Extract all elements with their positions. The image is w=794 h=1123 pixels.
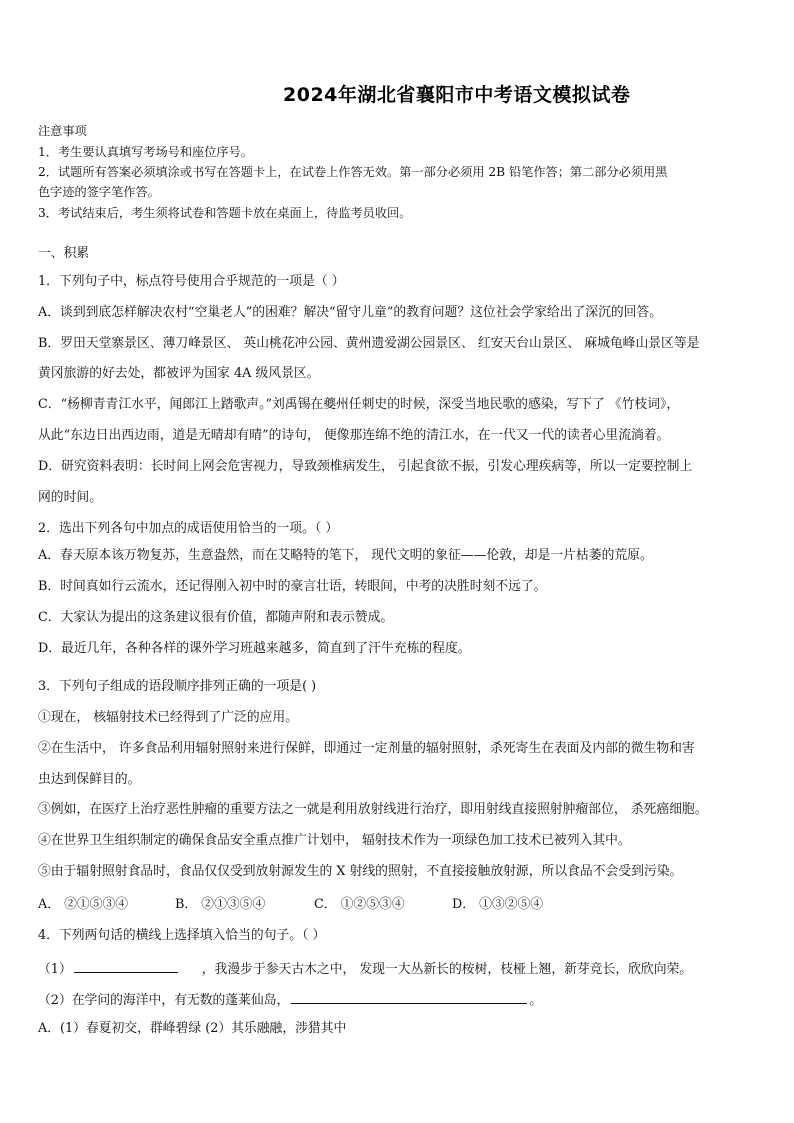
- notice-heading: 注意事项: [38, 124, 87, 138]
- q1-option-d: D．研究资料表明：长时间上网会危害视力，导致颈椎病发生， 引起食欲不振，引发心理疾病等，所以一定要控制上: [38, 459, 693, 474]
- q3-option-c: C． ①②⑤③④: [314, 897, 405, 912]
- q3-sentence-4: ④在世界卫生组织制定的确保食品安全重点推广计划中， 辐射技术作为一项绿色加工技术已被列入其中。: [38, 833, 631, 848]
- q2-option-a: A．春天原本该万物复苏，生意盎然，而在艾略特的笔下， 现代文明的象征——伦敦，却是一片枯萎的荒原。: [38, 548, 653, 563]
- q4-sentence-1-text: ，我漫步于参天古木之中， 发现一大丛新长的桉树，枝桠上翘，新芽竞长，欣欣向荣。: [201, 962, 693, 977]
- q3-option-b: B． ②①③⑤④: [175, 897, 266, 912]
- q1-option-b: B．罗田天堂寨景区、薄刀峰景区、 英山桃花冲公园、黄州遗爱湖公园景区、 红安天台山景区、 麻城龟峰山景区等是: [38, 336, 700, 351]
- q4-option-a: A．(1）春夏初交，群峰碧绿 (2）其乐融融，涉猎其中: [38, 1021, 347, 1036]
- q1-option-c: C．“杨柳青青江水平，闻郎江上踏歌声。”刘禹锡在夔州任刺史的时候，深受当地民歌的感染，写下了 《竹枝词》，: [38, 397, 680, 412]
- q4-blank-2[interactable]: [291, 990, 527, 1004]
- q2-option-d: D．最近几年，各种各样的课外学习班越来越多，简直到了汗牛充栋的程度。: [38, 641, 471, 656]
- q3-options: [38, 897, 758, 913]
- q1-option-c-cont: 从此“东边日出西边雨，道是无晴却有晴”的诗句， 便像那连绵不绝的清江水，在一代又一代的读者心里流淌着。: [38, 428, 670, 443]
- q3-sentence-2-cont: 虫达到保鲜目的。: [38, 772, 141, 787]
- q3-sentence-1: ①现在， 核辐射技术已经得到了广泛的应用。: [38, 710, 299, 725]
- q4-stem: 4．下列两句话的横线上选择填入恰当的句子。（ ）: [38, 928, 326, 943]
- q4-blank-1[interactable]: [74, 959, 178, 973]
- q3-sentence-2: ②在生活中， 许多食品利用辐射照射来进行保鲜，即通过一定剂量的辐射照射，杀死寄生在表面及内部的微生物和害: [38, 741, 695, 756]
- notice-item-1: 1．考生要认真填写考场号和座位序号。: [38, 145, 253, 159]
- q2-option-b: B．时间真如行云流水，还记得刚入初中时的豪言壮语，转眼间，中考的决胜时刻不远了。: [38, 579, 547, 594]
- q4-sentence-2: [38, 990, 758, 1009]
- q3-sentence-3: ③例如，在医疗上治疗恶性肿瘤的重要方法之一就是利用放射线进行治疗，即用射线直接照射肿瘤部位， 杀死癌细胞。: [38, 802, 708, 817]
- q1-option-a: A．谈到到底怎样解决农村“空巢老人”的困难？解决“留守儿童”的教育问题？这位社会学家给出了深沉的回答。: [38, 305, 663, 320]
- notice-item-2: 2．试题所有答案必须填涂或书写在答题卡上，在试卷上作答无效。第一部分必须用 2B 铅笔作答；第二部分必须用黑: [38, 165, 668, 179]
- q1-stem: 1．下列句子中，标点符号使用合乎规范的一项是（ ）: [38, 274, 345, 289]
- notice-item-3: 3．考试结束后，考生须将试卷和答题卡放在桌面上，待监考员收回。: [38, 206, 412, 220]
- q4-sentence-2-text: （2）在学问的海洋中，有无数的蓬莱仙岛，: [38, 993, 290, 1008]
- q3-sentence-5: ⑤由于辐射照射食品时，食品仅仅受到放射源发生的 X 射线的照射，不直接接触放射源，所以食品不会受到污染。: [38, 864, 683, 879]
- q2-stem: 2．选出下列各句中加点的成语使用恰当的一项。（ ）: [38, 521, 339, 536]
- q2-option-c: C．大家认为提出的这条建议很有价值，都随声附和表示赞成。: [38, 610, 394, 625]
- q1-option-d-cont: 网的时间。: [38, 490, 102, 505]
- q3-option-a: A． ②①⑤③④: [38, 897, 129, 912]
- q3-stem: 3．下列句子组成的语段顺序排列正确的一项是( ): [38, 679, 317, 694]
- q4-sentence-1-prefix: （1）: [38, 962, 72, 977]
- exam-title: 2024年湖北省襄阳市中考语文模拟试卷: [283, 84, 631, 106]
- q1-option-b-cont: 黄冈旅游的好去处，都被评为国家 4A 级风景区。: [38, 366, 320, 381]
- q4-sentence-2-end: 。: [529, 993, 543, 1008]
- q4-sentence-1: [38, 959, 758, 978]
- q3-option-d: D． ①③②⑤④: [452, 897, 544, 912]
- section-heading: 一、积累: [38, 246, 90, 261]
- notice-item-2-cont: 色字迹的签字笔作答。: [38, 185, 160, 199]
